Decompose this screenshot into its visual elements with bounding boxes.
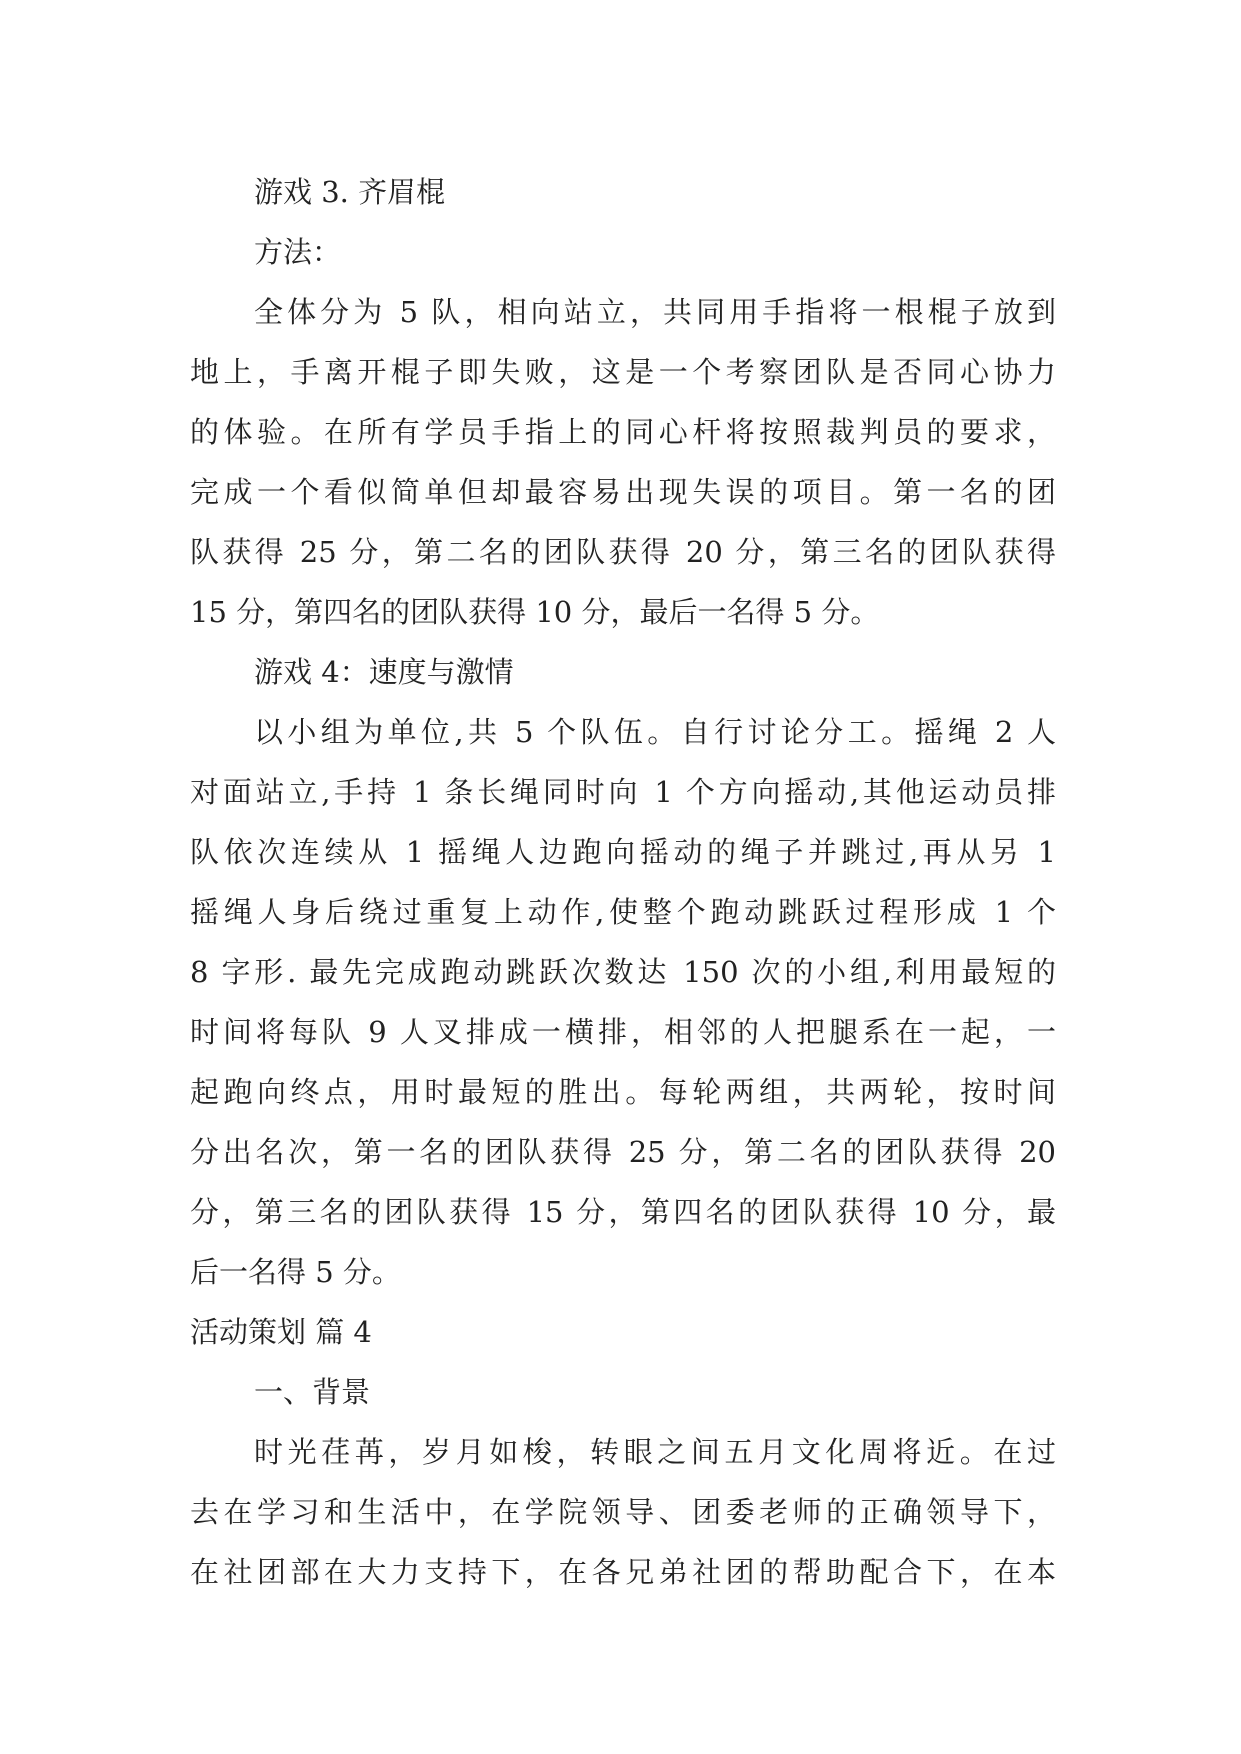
paragraph-line: 的体验。在所有学员手指上的同心杆将按照裁判员的要求， [190, 415, 1056, 449]
heading-game-3: 游戏 3. 齐眉棍 [254, 175, 446, 209]
paragraph-line: 对面站立,手持 1 条长绳同时向 1 个方向摇动,其他运动员排 [190, 775, 1056, 809]
paragraph-line: 分，第三名的团队获得 15 分，第四名的团队获得 10 分，最 [190, 1195, 1056, 1229]
method-label: 方法： [254, 235, 342, 269]
paragraph-line: 全体分为 5 队，相向站立，共同用手指将一根棍子放到 [254, 295, 1056, 329]
paragraph-line: 摇绳人身后绕过重复上动作,使整个跑动跳跃过程形成 1 个 [190, 895, 1056, 929]
paragraph-line: 起跑向终点，用时最短的胜出。每轮两组，共两轮，按时间 [190, 1075, 1056, 1109]
section-title: 活动策划 篇 4 [190, 1315, 372, 1349]
text-column [190, 162, 1056, 1602]
paragraph-line: 8 字形. 最先完成跑动跳跃次数达 150 次的小组,利用最短的 [190, 955, 1056, 989]
paragraph-line: 地上，手离开棍子即失败，这是一个考察团队是否同心协力 [190, 355, 1056, 389]
paragraph-line: 去在学习和生活中，在学院领导、团委老师的正确领导下， [190, 1495, 1056, 1529]
paragraph-line: 在社团部在大力支持下，在各兄弟社团的帮助配合下，在本 [190, 1555, 1056, 1589]
paragraph-line: 15 分，第四名的团队获得 10 分，最后一名得 5 分。 [190, 595, 880, 629]
paragraph-line: 后一名得 5 分。 [190, 1255, 401, 1289]
paragraph-line: 队获得 25 分，第二名的团队获得 20 分，第三名的团队获得 [190, 535, 1056, 569]
heading-game-4: 游戏 4：速度与激情 [254, 655, 514, 689]
subheading-background: 一、背景 [254, 1375, 371, 1409]
paragraph-line: 队依次连续从 1 摇绳人边跑向摇动的绳子并跳过,再从另 1 [190, 835, 1056, 869]
paragraph-line: 时光荏苒，岁月如梭，转眼之间五月文化周将近。在过 [254, 1435, 1056, 1469]
paragraph-line: 以小组为单位,共 5 个队伍。自行讨论分工。摇绳 2 人 [254, 715, 1056, 749]
paragraph-line: 完成一个看似简单但却最容易出现失误的项目。第一名的团 [190, 475, 1056, 509]
paragraph-line: 分出名次，第一名的团队获得 25 分，第二名的团队获得 20 [190, 1135, 1056, 1169]
paragraph-line: 时间将每队 9 人叉排成一横排，相邻的人把腿系在一起，一 [190, 1015, 1056, 1049]
